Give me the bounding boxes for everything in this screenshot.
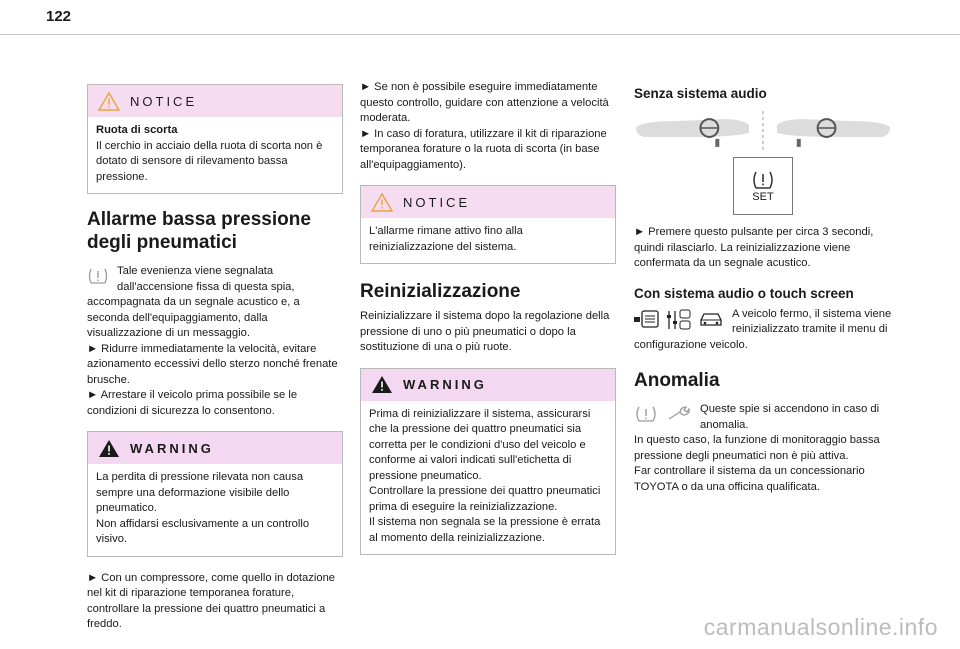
divider-dashed-icon — [761, 111, 765, 151]
notice-title-2: NOTICE — [403, 194, 471, 210]
set-label: SET — [752, 191, 774, 203]
header-rule — [0, 34, 960, 35]
notice-title: NOTICE — [130, 93, 198, 109]
alarm-step-3: ► Con un compressore, come quello in dotazione nel kit di riparazione temporanea forature, controllare la pressione dei quattro pneumatici a freddo. — [87, 571, 336, 630]
warning-line-2: Non affidarsi esclusivamente a un controllo visivo. — [96, 517, 310, 545]
alarm-intro-text: Tale evenienza viene segnalata dall'accensione fissa di questa spia, accompagnata da un segnale acustico e, a seconda dell'equipaggiamento, dalla visualizzazione di un messaggio. — [87, 265, 300, 339]
watermark: carmanualsonline.info — [703, 614, 938, 640]
tire-pressure-warning-icon — [87, 266, 109, 286]
warning2-line-1: Prima di reinizializzare il sistema, assicurarsi che la pressione dei quattro pneumatici sia corretta per le condizioni d'uso del veicolo e conforme ai valori indicati sull'etichetta di pressione pneumatico. — [369, 407, 591, 482]
anomaly-icons — [634, 404, 692, 424]
warning-title: WARNING — [130, 440, 214, 456]
car-icon — [698, 309, 724, 329]
reset-intro: Reinizializzare il sistema dopo la regolazione della pressione di uno o più pneumatici o dopo la sostituzione di una o più ruote. — [360, 310, 610, 353]
wrench-icon — [666, 404, 692, 424]
anomaly-body-2: Far controllare il sistema da un concessionario TOYOTA o da una officina qualificata. — [634, 465, 865, 493]
audio-text: A veicolo fermo, il sistema viene reinizializzato tramite il menu di configurazione veicolo. — [634, 307, 892, 351]
notice-body — [88, 117, 342, 193]
warning-box-2 — [360, 368, 616, 556]
section-title-reset: Reinizializzazione — [360, 281, 521, 302]
subtitle-with-audio: Con sistema audio o touch screen — [634, 285, 854, 301]
notice-box-2 — [360, 185, 616, 264]
subtitle-no-audio: Senza sistema audio — [634, 86, 767, 101]
set-step: ► Premere questo pulsante per circa 3 secondi, quindi rilasciarlo. La reinizializzazione viene confermata da un segnale acustico. — [634, 226, 874, 269]
dashboard-right-illustration-icon — [773, 113, 892, 149]
warning2-line-2: Controllare la pressione dei quattro pneumatici prima di eseguire la reinizializzazione. — [369, 485, 601, 513]
column-1 — [87, 84, 343, 633]
alarm-step-1: ► Ridurre immediatamente la velocità, evitare azionamento eccessivi dello sterzo nonché frenate brusche. — [87, 342, 338, 386]
column-2 — [360, 80, 616, 555]
alarm-intro — [87, 264, 343, 342]
notice-triangle-icon — [371, 193, 393, 212]
anomaly-body-1: In questo caso, la funzione di monitoraggio bassa pressione degli pneumatici non è più attiva. — [634, 434, 880, 462]
notice-text: Il cerchio in acciaio della ruota di scorta non è dotato di sensore di rilevamento bassa pressione. — [96, 139, 323, 183]
audio-icons — [634, 309, 724, 331]
tire-pressure-icon — [751, 169, 775, 191]
warning-title-2: WARNING — [403, 377, 487, 392]
audio-block — [634, 307, 892, 354]
notice-triangle-icon — [98, 92, 120, 111]
warning-body-2 — [361, 401, 615, 555]
section-title-alarm: Allarme bassa pressione degli pneumatici — [87, 209, 311, 253]
dashboard-left-illustration-icon — [634, 113, 753, 149]
page-number: 122 — [46, 8, 72, 25]
notice-box — [87, 84, 343, 194]
warning-triangle-icon — [98, 439, 120, 458]
alarm-step-2: ► Arrestare il veicolo prima possibile se le condizioni di sicurezza lo consentono. — [87, 389, 298, 417]
warning-header — [88, 432, 342, 464]
notice-header-2 — [361, 186, 615, 218]
set-button[interactable] — [733, 157, 793, 215]
anomaly-block — [634, 402, 892, 433]
column-3 — [634, 82, 892, 495]
menu-screen-icon — [634, 309, 660, 329]
warning2-line-3: Il sistema non segnala se la pressione è errata al momento della reinizializzazione. — [369, 516, 601, 544]
notice-header — [88, 85, 342, 117]
col2-step-2: ► In caso di foratura, utilizzare il kit di riparazione temporanea forature o la ruota di scorta (in base all'equipaggiamento). — [360, 127, 607, 171]
col2-step-1: ► Se non è possibile eseguire immediatamente questo controllo, guidare con attenzione a velocità moderata. — [360, 81, 609, 124]
warning-line-1: La perdita di pressione rilevata non causa sempre una deformazione visibile dello pneumatico. — [96, 471, 304, 514]
warning-body — [88, 464, 342, 556]
section-title-anomaly: Anomalia — [634, 370, 720, 391]
tire-pressure-warning-icon — [634, 404, 658, 424]
notice-heading: Ruota di scorta — [96, 124, 178, 136]
warning-header-2 — [361, 369, 615, 401]
settings-sliders-icon — [666, 309, 692, 331]
notice-body-2: L'allarme rimane attivo fino alla reinizializzazione del sistema. — [369, 225, 523, 253]
steering-diagram — [634, 111, 892, 151]
warning-box — [87, 431, 343, 557]
warning-triangle-icon — [371, 375, 393, 394]
anomaly-intro: Queste spie si accendono in caso di anomalia. — [700, 403, 880, 431]
